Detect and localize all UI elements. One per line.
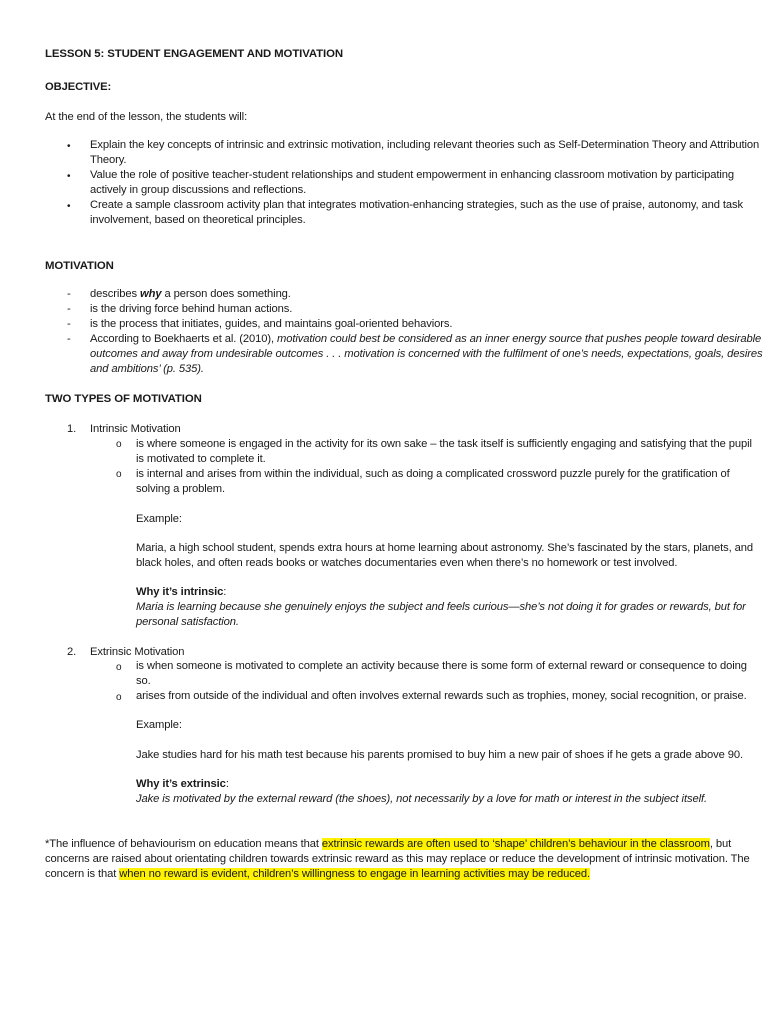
list-number: 2. <box>67 646 77 658</box>
dash: - <box>67 288 71 300</box>
extrinsic-why-label: Why it’s extrinsic: <box>136 778 229 790</box>
objective-intro: At the end of the lesson, the students will: <box>45 111 248 123</box>
motivation-item-2: is the driving force behind human actions. <box>90 303 293 315</box>
intrinsic-example-label: Example: <box>136 513 182 525</box>
extrinsic-why-line-1: Jake is motivated by the external reward (the shoes), not necessarily by a love for math or interest in the subject itself. <box>136 793 707 805</box>
bullet: • <box>67 141 71 152</box>
objective-3-line-2: involvement, based on theoretical principles. <box>90 214 306 226</box>
circle-bullet: o <box>116 469 122 480</box>
dash: - <box>67 303 71 315</box>
dash: - <box>67 318 71 330</box>
motivation-item-4-line-2: outcomes and away from undesirable outcomes . . . motivation is concerned with the fulfilment of one’s needs, expectations, goals, desires <box>90 348 763 360</box>
motivation-item-1: describes why a person does something. <box>90 288 291 300</box>
motivation-item-4-line-1: According to Boekhaerts et al. (2010), motivation could best be considered as an inner energy source that pushes people toward desirable <box>90 333 762 345</box>
types-heading: TWO TYPES OF MOTIVATION <box>45 393 202 405</box>
list-number: 1. <box>67 423 77 435</box>
highlight: extrinsic rewards are often used to ‘shape’ children’s behaviour in the classroom <box>321 838 710 850</box>
extrinsic-point-1-line-2: so. <box>136 675 151 687</box>
intrinsic-why-line-1: Maria is learning because she genuinely enjoys the subject and feels curious—she’s not doing it for grades or rewards, but for <box>136 601 746 613</box>
circle-bullet: o <box>116 439 122 450</box>
motivation-item-4-line-3: and ambitions’ (p. 535). <box>90 363 204 375</box>
intrinsic-example-line-1: Maria, a high school student, spends extra hours at home learning about astronomy. She’s fascinated by the stars, planets, and <box>136 542 753 554</box>
objective-3-line-1: Create a sample classroom activity plan that integrates motivation-enhancing strategies, such as the use of praise, autonomy, and task <box>90 199 744 211</box>
objective-1-line-1: Explain the key concepts of intrinsic and extrinsic motivation, including relevant theories such as Self-Determination Theory and Attribution <box>90 139 760 151</box>
note-line-2: concerns are raised about orientating children towards extrinsic reward as this may replace or reduce the development of intrinsic motivation. The <box>45 853 750 865</box>
extrinsic-example-line-1: Jake studies hard for his math test because his parents promised to buy him a new pair of shoes if he gets a grade above 90. <box>136 749 743 761</box>
note-line-3: concern is that when no reward is evident, children’s willingness to engage in learning activities may be reduced. <box>45 868 590 880</box>
lesson-title: LESSON 5: STUDENT ENGAGEMENT AND MOTIVATION <box>45 48 343 60</box>
intrinsic-why-label: Why it’s intrinsic: <box>136 586 227 598</box>
objective-2-line-1: Value the role of positive teacher-student relationships and student empowerment in enhancing classroom motivation by participating <box>90 169 735 181</box>
extrinsic-point-1-line-1: is when someone is motivated to complete an activity because there is some form of external reward or consequence to doing <box>136 660 747 672</box>
extrinsic-title: Extrinsic Motivation <box>90 646 185 658</box>
intrinsic-point-2-line-1: is internal and arises from within the individual, such as doing a complicated crossword puzzle purely for the gratification of <box>136 468 730 480</box>
circle-bullet: o <box>116 662 122 673</box>
objective-1-line-2: Theory. <box>90 154 127 166</box>
motivation-item-3: is the process that initiates, guides, and maintains goal-oriented behaviors. <box>90 318 453 330</box>
bullet: • <box>67 201 71 212</box>
extrinsic-example-label: Example: <box>136 719 182 731</box>
intrinsic-title: Intrinsic Motivation <box>90 423 181 435</box>
intrinsic-why-line-2: personal satisfaction. <box>136 616 239 628</box>
intrinsic-example-line-2: black holes, and often reads books or watches documentaries even when there’s no homework or test involved. <box>136 557 678 569</box>
dash: - <box>67 333 71 345</box>
objective-heading: OBJECTIVE: <box>45 81 112 93</box>
objective-2-line-2: actively in group discussions and reflections. <box>90 184 307 196</box>
motivation-heading: MOTIVATION <box>45 260 114 272</box>
intrinsic-point-1-line-1: is where someone is engaged in the activity for its own sake – the task itself is sufficiently engaging and satisfying that the pupil <box>136 438 752 450</box>
highlight: when no reward is evident, children’s willingness to engage in learning activities may be reduced. <box>119 868 590 880</box>
intrinsic-point-1-line-2: is motivated to complete it. <box>136 453 266 465</box>
bullet: • <box>67 171 71 182</box>
note-line-1: *The influence of behaviourism on education means that extrinsic rewards are often used to ‘shape’ children’s behaviour in the classroom, but <box>45 838 732 850</box>
circle-bullet: o <box>116 692 122 703</box>
intrinsic-point-2-line-2: solving a problem. <box>136 483 225 495</box>
extrinsic-point-2-line-1: arises from outside of the individual and often involves external rewards such as trophies, money, social recognition, or praise. <box>136 690 747 702</box>
